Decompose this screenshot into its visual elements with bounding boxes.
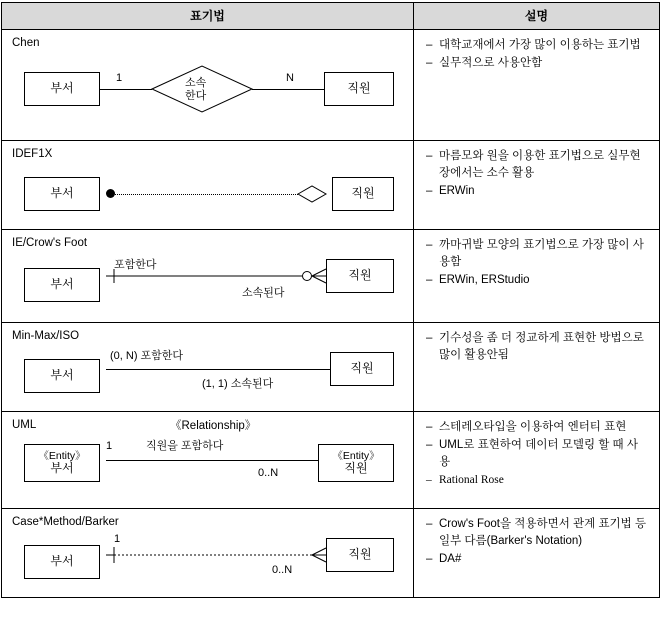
relationship-label-top: (0, N) 포함한다: [110, 350, 184, 362]
diagram-idef1x: [10, 165, 405, 223]
description-item: [426, 330, 649, 364]
description-text: 까마귀발 모양의 표기법으로 가장 많이 사용함: [439, 239, 644, 268]
dash-marker: –: [426, 274, 433, 286]
entity-left-name: 부서: [50, 461, 74, 476]
notation-title: IE/Crow's Foot: [12, 237, 88, 249]
dash-marker: –: [426, 553, 433, 565]
description-text: 스테레오타입을 이용하여 엔터티 표현: [439, 421, 627, 433]
notation-title: Min-Max/ISO: [12, 330, 80, 342]
connector-line: [106, 369, 330, 370]
connector-right: [252, 89, 324, 90]
entity-box-left: 부서: [24, 177, 100, 211]
diagram-min-max-iso: [10, 347, 405, 405]
description-text: ERWin, ERStudio: [439, 274, 530, 286]
entity-box-right: 직원: [326, 538, 394, 572]
notation-cell-barker: [2, 509, 414, 598]
description-cell-uml: [414, 412, 660, 509]
main-table: [1, 2, 660, 598]
table-row: [2, 412, 660, 509]
entity-box-right: 직원: [330, 352, 394, 386]
description-text: ERWin: [439, 185, 475, 197]
entity-right-name: 직원: [344, 461, 368, 476]
entity-right-stereotype: 《Entity》: [332, 450, 380, 463]
notation-comparison-table: [0, 2, 660, 617]
description-cell-chen: [414, 30, 660, 141]
description-text: 마름모와 원을 이용한 표기법으로 실무현장에서는 소수 활용: [439, 150, 641, 179]
dash-marker: –: [426, 185, 433, 197]
cardinality-left: 1: [106, 440, 113, 452]
description-text: 기수성을 좀 더 정교하게 표현한 방법으로 많이 활용안됨: [439, 332, 644, 361]
dash-marker: –: [426, 332, 433, 344]
entity-box-left: 부서: [24, 268, 100, 302]
description-text: 실무적으로 사용안함: [439, 57, 543, 69]
relationship-label-line1: 소속: [185, 77, 207, 89]
diagram-case-method-barker: [10, 533, 405, 591]
table-row: [2, 141, 660, 230]
table-row: [2, 509, 660, 598]
dash-marker: –: [426, 150, 433, 162]
entity-box-right: [318, 444, 394, 482]
entity-box-right: 직원: [326, 259, 394, 293]
description-item: [426, 516, 649, 550]
cardinality-right: N: [286, 72, 294, 84]
notation-cell-minmax: [2, 323, 414, 412]
entity-box-left: [24, 444, 100, 482]
description-text: UML로 표현하여 데이터 모델링 할 때 사용: [439, 439, 638, 468]
relationship-label-top: 포함한다: [114, 259, 157, 271]
description-item: [426, 437, 649, 471]
relationship-label-bottom: 0..N: [258, 467, 279, 479]
cardinality-right: 0..N: [272, 564, 293, 576]
column-header-description: 설명: [414, 3, 660, 30]
entity-box-left: 부서: [24, 359, 100, 393]
entity-left-stereotype: 《Entity》: [38, 450, 86, 463]
entity-box-right: 직원: [332, 177, 394, 211]
notation-title: IDEF1X: [12, 148, 53, 160]
cardinality-left: 1: [114, 533, 121, 545]
notation-title: Case*Method/Barker: [12, 516, 119, 528]
notation-cell-ie: [2, 230, 414, 323]
dash-marker: –: [426, 239, 433, 251]
description-item: [426, 183, 649, 200]
description-item: [426, 472, 649, 489]
stereotype-label: 《Relationship》: [170, 420, 257, 432]
description-text: Rational Rose: [439, 474, 504, 486]
description-item: [426, 419, 649, 436]
table-header-row: [2, 3, 660, 30]
description-cell-idef1x: [414, 141, 660, 230]
diagram-chen: [10, 54, 405, 124]
entity-box-left: 부서: [24, 545, 100, 579]
column-header-notation: 표기법: [2, 3, 414, 30]
description-item: [426, 55, 649, 72]
dash-marker: –: [426, 421, 433, 433]
notation-cell-idef1x: [2, 141, 414, 230]
notation-cell-uml: [2, 412, 414, 509]
dash-marker: –: [426, 57, 433, 69]
dash-marker: –: [426, 518, 433, 530]
connector-line: [106, 460, 318, 461]
dash-marker: –: [426, 439, 433, 451]
dash-marker: –: [426, 39, 433, 51]
description-text: 대학교재에서 가장 많이 이용하는 표기법: [439, 39, 641, 51]
relationship-label-bottom: (1, 1) 소속된다: [202, 378, 274, 390]
table-row: [2, 30, 660, 141]
notation-title: UML: [12, 419, 37, 431]
description-item: [426, 272, 649, 289]
description-item: [426, 237, 649, 271]
description-text: DA#: [439, 553, 462, 565]
relationship-label-line2: 한다: [185, 90, 207, 102]
description-item: [426, 148, 649, 182]
relationship-label-bottom: 소속된다: [242, 287, 285, 299]
table-row: [2, 230, 660, 323]
description-cell-barker: [414, 509, 660, 598]
relationship-label-top: 직원을 포함하다: [146, 440, 224, 452]
description-cell-minmax: [414, 323, 660, 412]
table-row: [2, 323, 660, 412]
diagram-ie-crows-foot: [10, 254, 405, 316]
notation-cell-chen: [2, 30, 414, 141]
entity-box-left: 부서: [24, 72, 100, 106]
dash-marker: –: [426, 474, 432, 486]
cardinality-left: 1: [116, 72, 123, 84]
description-item: [426, 551, 649, 568]
notation-title: Chen: [12, 37, 40, 49]
description-cell-ie: [414, 230, 660, 323]
entity-box-right: 직원: [324, 72, 394, 106]
description-item: [426, 37, 649, 54]
description-text: Crow's Foot을 적용하면서 관계 표기법 등 일부 다름(Barker's Notation): [439, 518, 647, 547]
